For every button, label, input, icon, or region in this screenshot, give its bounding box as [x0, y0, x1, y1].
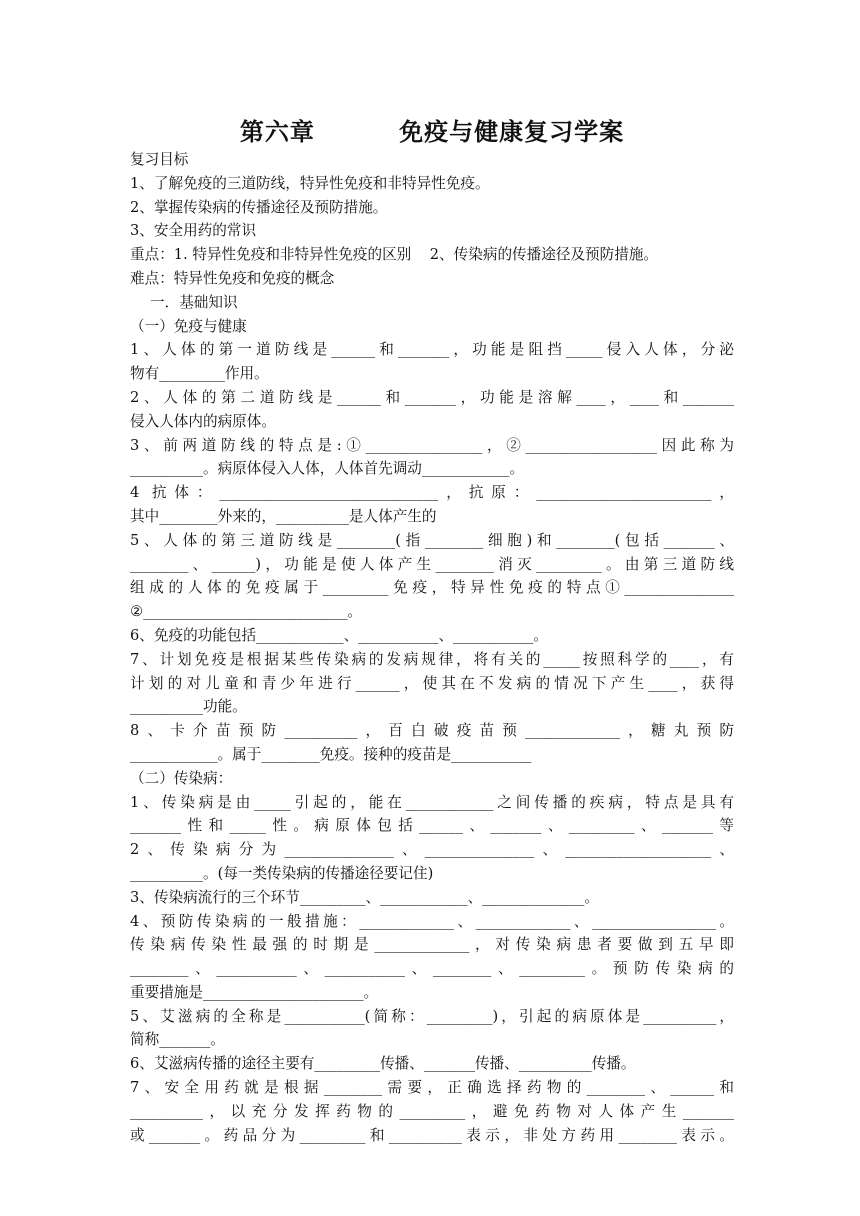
text-line: 侵入人体内的病原体。	[130, 412, 276, 430]
text-line: 4、预防传染病的一般措施：_____________、_____________、_________________。	[130, 912, 734, 930]
text-line: 5、艾滋病的全称是___________(简称：_________)，引起的病原体是__________，	[130, 1007, 734, 1025]
section-heading: 一．基础知识	[150, 293, 238, 311]
text-line: __________功能。	[130, 698, 247, 716]
text-line: 8、卡介苗预防__________，百白破疫苗预_____________，糖丸预防	[130, 722, 734, 740]
text-line: 7、安全用药就是根据________需要，正确选择药物的________、______和	[130, 1079, 734, 1097]
text-line: 复习目标	[130, 151, 189, 168]
text-line: 5、人体的第三道防线是________(指________细胞)和________(包括_______、	[130, 531, 734, 549]
text-line: ________、___________、___________、________、_________。预防传染病的	[130, 960, 734, 978]
page-title: 第六章 免疫与健康复习学案	[239, 118, 625, 146]
text-line: 计划的对儿童和青少年进行______，使其在不发病的情况下产生____，获得	[130, 674, 734, 692]
text-line: ②____________________________。	[130, 603, 362, 621]
worksheet-body	[130, 148, 734, 1147]
text-line: 1、了解免疫的三道防线，特异性免疫和非特异性免疫。	[130, 174, 490, 192]
text-line: 物有_________作用。	[130, 365, 269, 383]
text-line: 3、安全用药的常识	[130, 222, 257, 240]
text-line: ________、______)，功能是使人体产生________消灭_________。由第三道防线	[130, 555, 734, 573]
text-line: 7、计划免疫是根据某些传染病的发病规律，将有关的_____按照科学的____，有	[130, 650, 734, 668]
text-line: 3、前两道防线的特点是:①________________，②__________________因此称为	[130, 436, 734, 454]
text-line: 其中________外来的，__________是人体产生的	[130, 507, 437, 525]
text-line: 3、传染病流行的三个环节_________、____________、______________。	[130, 888, 599, 906]
text-line: 2、传染病分为_______________、_______________、____________________、	[130, 841, 734, 859]
text-line: 6、免疫的功能包括____________、___________、___________。	[130, 626, 548, 644]
text-line: 2、掌握传染病的传播途径及预防措施。	[130, 198, 388, 216]
text-line: 简称_______。	[130, 1031, 225, 1049]
section-heading: （一）免疫与健康	[130, 317, 247, 335]
text-line: __________。病原体侵入人体，人体首先调动____________。	[130, 460, 525, 478]
text-line: 1、人体的第一道防线是______和_______，功能是阻挡_____侵入人体，分泌	[130, 341, 734, 359]
text-line: 组成的人体的免疫属于_________免疫，特异性免疫的特点①_______________	[130, 579, 734, 597]
text-line: 1、传染病是由_____引起的，能在____________之间传播的疾病，特点是具有	[130, 793, 734, 811]
text-line: 4 抗体：______________________________，抗原：________________________，	[130, 484, 734, 502]
text-line: 2、人体的第二道防线是______和_______，功能是溶解____，____和_______	[130, 388, 734, 406]
text-line: _______性和_____性。病原体包括______、_______、_________、_______等	[130, 817, 734, 835]
text-line: 难点：特异性免疫和免疫的概念	[130, 269, 335, 287]
text-line: 或_______。药品分为_________和__________表示，非处方药用________表示。	[130, 1126, 734, 1144]
text-line: 重要措施是______________________。	[130, 983, 379, 1001]
text-line: ____________。属于________免疫。接种的疫苗是___________	[130, 745, 532, 763]
text-line: __________。(每一类传染病的传播途径要记住)	[130, 864, 434, 882]
section-heading: （二）传染病：	[130, 769, 233, 787]
text-line: 重点：1. 特异性免疫和非特异性免疫的区别 2、传染病的传播途径及预防措施。	[130, 246, 659, 264]
text-line: 传染病传染性最强的时期是_____________，对传染病患者要做到五早即	[130, 936, 734, 954]
text-line: 6、艾滋病传播的途径主要有_________传播、_______传播、__________传播。	[130, 1055, 636, 1073]
text-line: __________，以充分发挥药物的_________，避免药物对人体产生_______	[130, 1102, 734, 1120]
